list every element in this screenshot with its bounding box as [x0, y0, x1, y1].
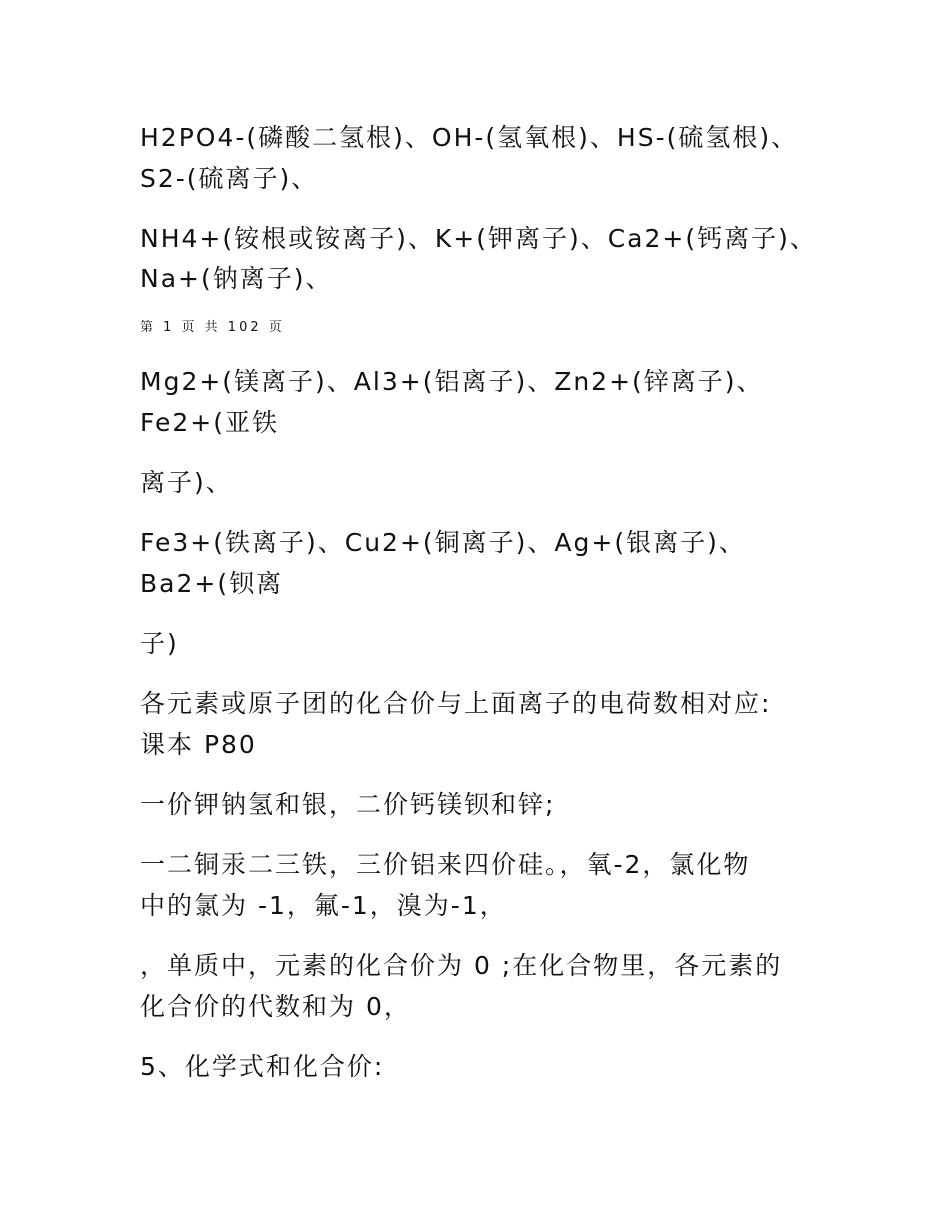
text-line: Ba2+(钡离 — [140, 569, 284, 598]
text-line: 5、化学式和化合价: — [140, 1052, 385, 1081]
text-line: 中的氯为 -1，氟-1，溴为-1， — [140, 891, 507, 920]
text-line: 一价钾钠氢和银，二价钙镁钡和锌; — [140, 790, 556, 819]
text-line: S2-(硫离子)、 — [140, 164, 319, 193]
text-line: Na+(钠离子)、 — [140, 264, 333, 293]
text-line: 离子)、 — [140, 468, 233, 497]
text-line: 子) — [140, 629, 179, 658]
page-footer: 第 1 页 共 102 页 — [140, 320, 285, 335]
text-line: NH4+(铵根或铵离子)、K+(钾离子)、Ca2+(钙离子)、 — [140, 224, 817, 253]
text-line: Fe2+(亚铁 — [140, 408, 280, 437]
text-line: Mg2+(镁离子)、Al3+(铝离子)、Zn2+(锌离子)、 — [140, 367, 764, 396]
text-line: 化合价的代数和为 0， — [140, 992, 411, 1021]
text-line: ，单质中，元素的化合价为 0 ;在化合物里，各元素的 — [140, 951, 783, 980]
text-line: H2PO4-(磷酸二氢根)、OH-(氢氧根)、HS-(硫氢根)、 — [140, 123, 799, 152]
text-line: 课本 P80 — [140, 730, 257, 759]
text-line: 一二铜汞二三铁，三价铝来四价硅。，氧-2，氯化物 — [140, 850, 751, 879]
text-line: Fe3+(铁离子)、Cu2+(铜离子)、Ag+(银离子)、 — [140, 528, 746, 557]
text-line: 各元素或原子团的化合价与上面离子的电荷数相对应: — [140, 689, 772, 718]
